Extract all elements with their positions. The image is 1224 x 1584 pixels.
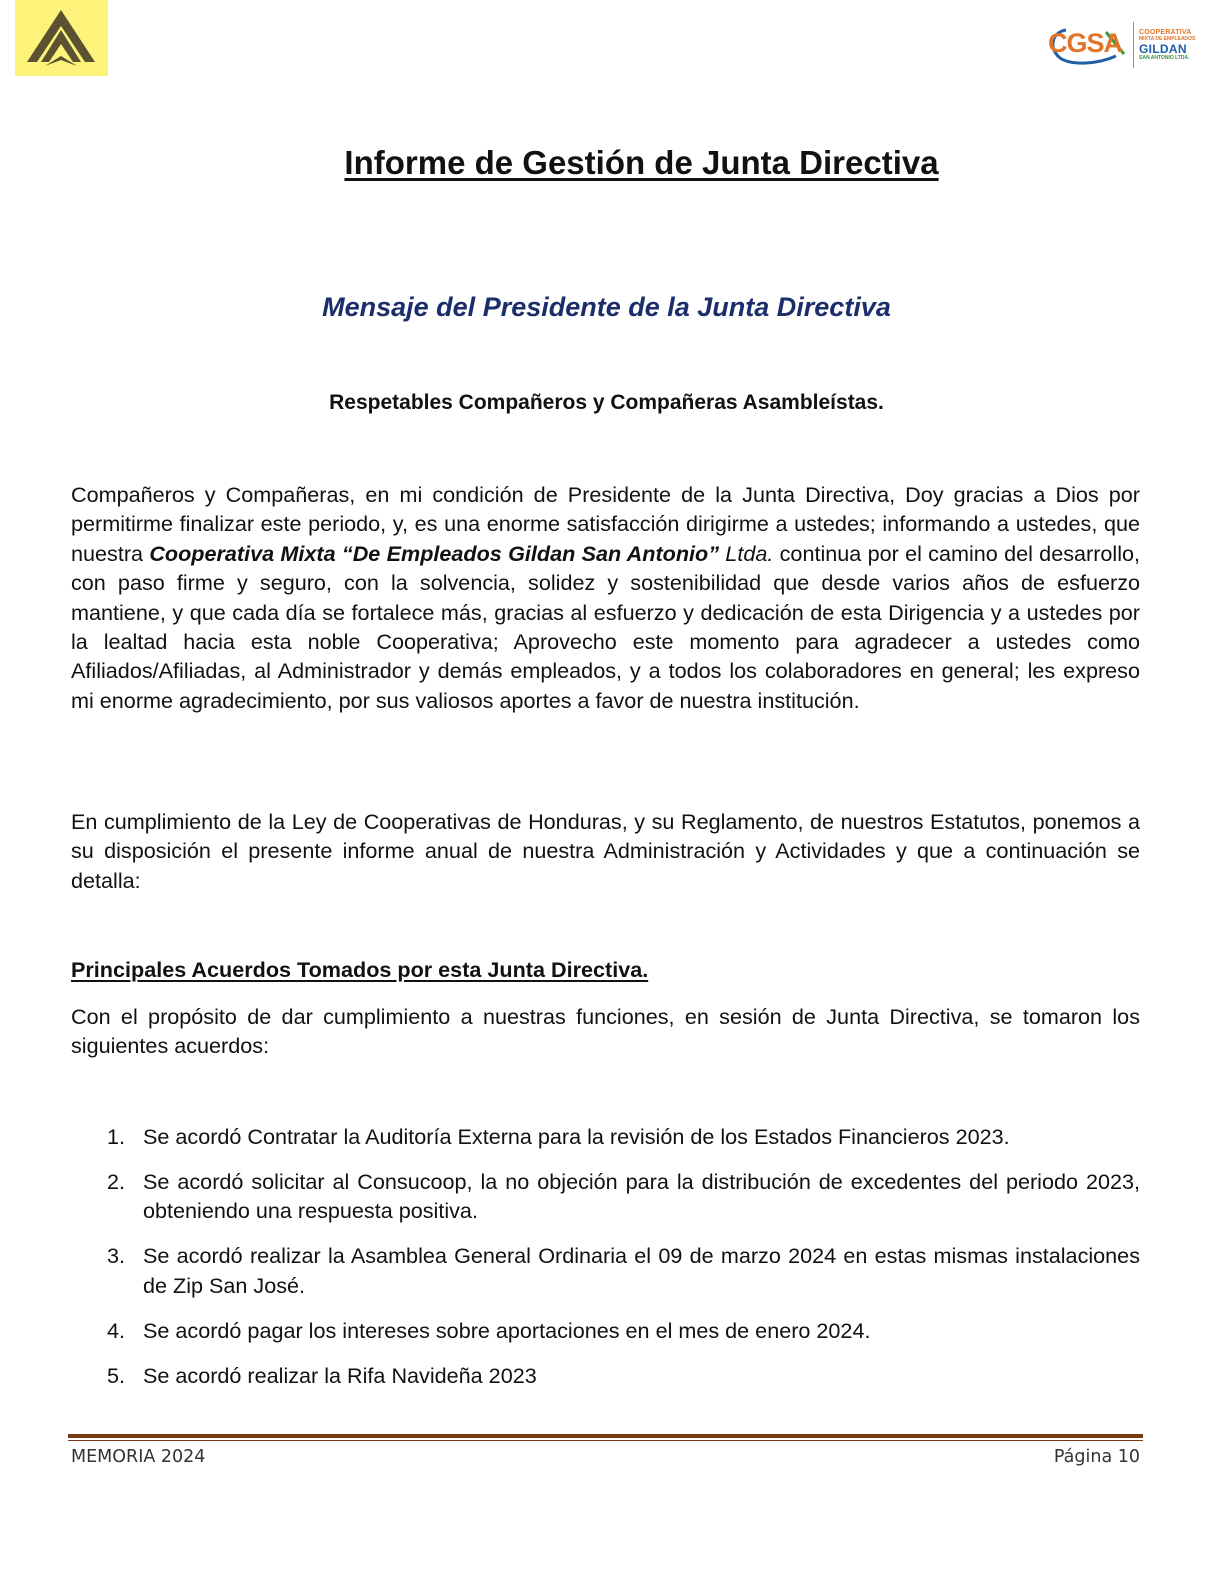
list-item [71, 1316, 1140, 1345]
list-item-number: 3. [107, 1243, 126, 1269]
list-item [71, 1241, 1140, 1300]
footer-page-number: Página 10 [1053, 1447, 1140, 1467]
paragraph-intro-part1: Compañeros y Compañeras, en mi condición de Presidente de la Junta Directiva, Doy gracias a Dios por permitirme finalizar este periodo, y, es una enorme satisfacción dirigirme a ustedes; informando a ustedes, que nuestra [71, 482, 1140, 566]
logo-caption-line1: COOPERATIVA [1139, 29, 1192, 36]
tree-chevron-icon [15, 0, 108, 76]
agreements-list [71, 1122, 1140, 1406]
logo-caption-line2: MIXTA DE EMPLEADOS [1139, 36, 1196, 42]
list-item-number: 5. [107, 1362, 126, 1388]
list-item-number: 4. [107, 1317, 126, 1343]
list-item [71, 1167, 1140, 1226]
list-item-text: Se acordó pagar los intereses sobre aportaciones en el mes de enero 2024. [143, 1317, 871, 1343]
list-item [71, 1122, 1140, 1151]
logo-caption-line3: GILDAN [1139, 42, 1187, 56]
paragraph-intro [71, 480, 1140, 715]
section-heading-agreements: Principales Acuerdos Tomados por esta Junta Directiva. [71, 957, 649, 982]
cooperative-emblem-logo [15, 0, 108, 76]
cooperative-suffix: Ltda. [719, 540, 774, 566]
logo-caption [1139, 29, 1195, 61]
page-subtitle: Mensaje del Presidente de la Junta Directiva [322, 292, 891, 322]
salutation: Respetables Compañeros y Compañeras Asambleístas. [329, 391, 884, 414]
logo-divider [1133, 22, 1134, 68]
list-item [71, 1361, 1140, 1390]
paragraph-intro-part2: continua por el camino del desarrollo, con paso firme y seguro, con la solvencia, solidez y sostenibilidad que desde varios años de esfuerzo mantiene, y que cada día se fortalece más, gracias al esfuerzo y dedicación de esta Dirigencia y a ustedes por la lealtad hacia esta noble Cooperativa; Aprovecho este momento para agradecer a ustedes como Afiliados/Afiliadas, al Administrador y demás empleados, y a todos los colaboradores en general; les expreso mi enorme agradecimiento, por sus valiosos aportes a favor de nuestra institución. [71, 540, 1141, 713]
cooperative-name: Cooperativa Mixta “De Empleados Gildan San Antonio” [149, 540, 720, 566]
footer-document-name: MEMORIA 2024 [71, 1447, 206, 1467]
list-item-text: Se acordó realizar la Rifa Navideña 2023 [143, 1362, 537, 1388]
paragraph-agreements-intro: Con el propósito de dar cumplimiento a nuestras funciones, en sesión de Junta Directiva, se tomaron los siguientes acuerdos: [71, 1004, 1140, 1059]
footer-rule-thick [68, 1434, 1143, 1438]
page-title: Informe de Gestión de Junta Directiva [344, 144, 939, 181]
list-item-text: Se acordó solicitar al Consucoop, la no objeción para la distribución de excedentes del periodo 2023, obteniendo una respuesta positiva. [143, 1169, 1140, 1224]
list-item-text: Se acordó realizar la Asamblea General Ordinaria el 09 de marzo 2024 en estas mismas instalaciones de Zip San José. [143, 1243, 1140, 1298]
logo-caption-line4: SAN ANTONIO LTDA. [1139, 55, 1190, 61]
list-item-number: 2. [107, 1169, 126, 1194]
cgsa-logo [1046, 20, 1208, 72]
list-item-text: Se acordó Contratar la Auditoría Externa para la revisión de los Estados Financieros 2023. [143, 1124, 1010, 1149]
cgsa-wordmark: CGSA [1048, 28, 1123, 58]
paragraph-compliance: En cumplimiento de la Ley de Cooperativas de Honduras, y su Reglamento, de nuestros Estatutos, ponemos a su disposición el presente informe anual de nuestra Administración y Actividades y que a continuación se detalla: [71, 809, 1140, 893]
footer-rule-thin [68, 1440, 1143, 1441]
list-item-number: 1. [107, 1124, 126, 1149]
